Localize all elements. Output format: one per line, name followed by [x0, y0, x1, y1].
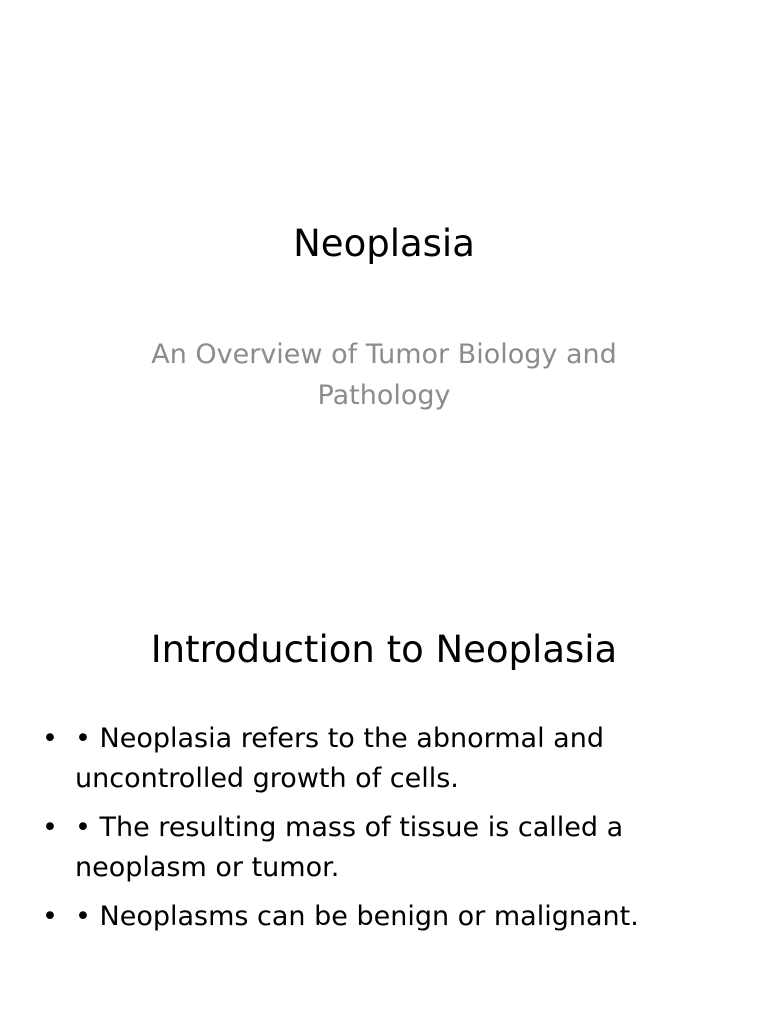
- bullet-point-icon: •: [42, 901, 58, 932]
- bullet-text: • Neoplasms can be benign or malignant.: [75, 901, 639, 932]
- bullet-point-icon: •: [42, 812, 58, 843]
- bullet-item: [42, 808, 742, 888]
- slide-title: Neoplasia: [293, 222, 475, 265]
- bullet-item: [42, 719, 742, 799]
- content-slide: [0, 576, 768, 1024]
- slide-subtitle: An Overview of Tumor Biology and Pathology: [151, 339, 617, 411]
- bullet-point-icon: •: [42, 723, 58, 754]
- bullet-text: • Neoplasia refers to the abnormal and uncontrolled growth of cells.: [75, 723, 604, 794]
- bullet-text: • The resulting mass of tissue is called a neoplasm or tumor.: [75, 812, 624, 883]
- slide-title: Introduction to Neoplasia: [150, 628, 618, 671]
- bullet-item: [42, 897, 742, 937]
- bullet-list: [42, 719, 742, 946]
